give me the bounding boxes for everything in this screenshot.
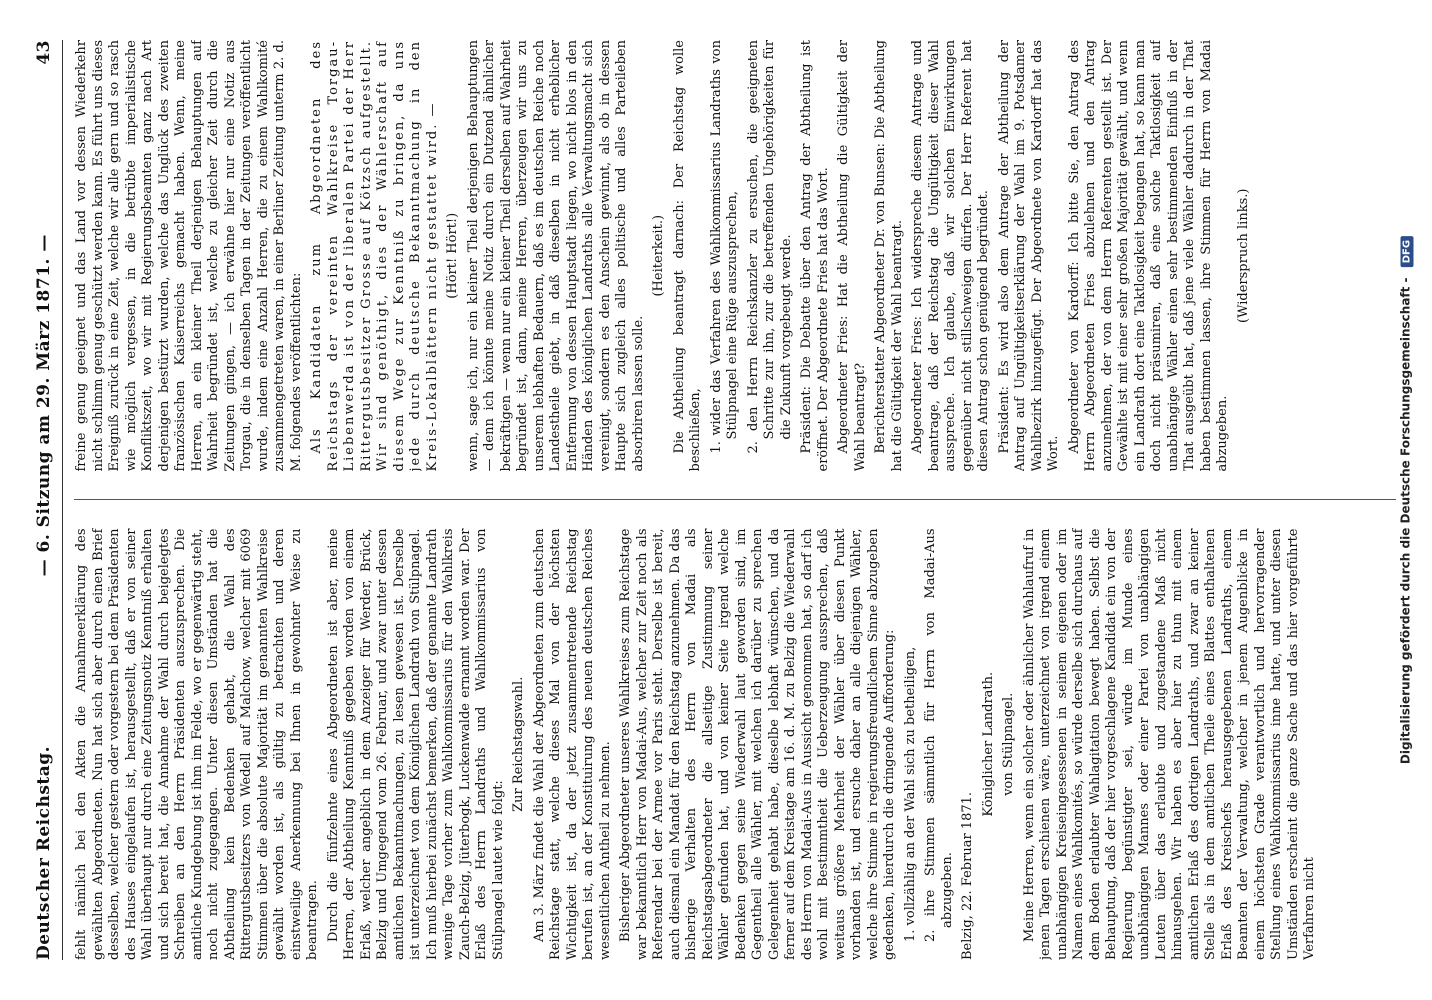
rotated-page (16, 20, 1416, 980)
paragraph: fehlt nämlich bei den Akten die Annahmeerklärung des gewählten Abgeordneten. Nun hat sich aber durch einen Brief desselben, welcher gestern oder vorgestern bei dem Präsidenten des Hauses eingelaufen ist, herausgestellt, daß er von seiner Wahl überhaupt nur durch eine Zeitungsnotiz Kenntniß erhalten und sich bereit hat, die Annahme der Wahl durch beigelegtes Schreiben an den Herrn Präsidenten auszusprechen. Die amtliche Kundgebung ist ihm im Felde, wo er gegenwärtig steht, noch nicht zugegangen. Unter diesen Umständen hat die Abtheilung kein Bedenken gehabt, die Wahl des Rittergutsbesitzers von Wedell auf Malchow, welcher mit 6069 Stimmen über die absolute Majorität im genannten Wahlkreise gewählt worden ist, als gültig zu betrachten und deren einstweilige Anerkennung bei Ihnen in gewohnter Weise zu beantragen. (74, 528, 320, 960)
speaker-paragraph: Abgeordneter von Kardorff: Ich bitte Sie, den Antrag des Herrn Abgeordneten Fries abzulehnen und den Antrag anzunehmen, der von dem Herrn Referenten gestellt ist. Der Gewählte ist mit einer sehr großen Majorität gewählt, und wenn ein Landrath dort eine Taktlosigkeit begangen hat, so kann man doch nicht präsumiren, daß eine solche Taktlosigkeit auf unabhängige Wähler einen sehr bestimmenden Einfluß in der That ausgeübt hat, daß jene viele Wähler dadurch in der That haben bestimmen lassen, ihre Stimmen für Herrn von Madai abzugeben. (1066, 40, 1230, 472)
dfg-logo: DFG (1401, 236, 1414, 267)
paragraph: Bisheriger Abgeordneter unseres Wahlkreises zum Reichstage war bekanntlich Herr von Madai-Aus, welcher zur Zeit noch als Referendar bei der Armee vor Paris steht. Derselbe ist bereit, auch diesmal ein Mandat für den Reichstag anzunehmen. Da das bisherige Verhalten des Herrn von Madai als Reichstagsabgeordneter die allseitige Zustimmung seiner Wähler gefunden hat, und von keiner Seite irgend welche Bedenken gegen seine Wiederwahl laut geworden sind, im Gegentheil alle Wähler, mit welchen ich darüber zu sprechen Gelegenheit gehabt habe, dieselbe lebhaft wünschen, und da ferner auf dem Kreistage am 16. d. M. zu Belzig die Wiederwahl des Herrn von Madai-Aus in Aussicht genommen hat, so darf ich wohl mit Bestimmtheit die Ueberzeugung aussprechen, daß weitaus größere Mehrheit der Wähler über diesen Punkt vorhanden ist, und ersuche daher an alle diejenigen Wähler, welche ihre Stimme in regierungsfreundlichem Sinne abzugeben gedenken, hierdurch die dringende Aufforderung: (618, 528, 897, 960)
list-item: 1. wider das Verfahren des Wahlkommissarius Landraths von Stülpnagel eine Rüge auszusprechen, (708, 40, 740, 454)
quoted-notice: Als Kandidaten zum Abgeordneten des Reichstags der vereinten Wahlkreise Torgau-Liebenwerda ist von der liberalen Partei der Herr Rittergutsbesitzer Grosse auf Kötzsch aufgestellt. Wir sind genöthigt, dies der Wählerschaft auf diesem Wege zur Kenntniß zu bringen, da uns jede durch deutsche Bekanntmachung in den Kreis-Lokalblättern nicht gestattet wird. — (309, 40, 440, 472)
running-head (30, 40, 58, 960)
header-center: — 6. Sitzung am 29. März 1871. — (34, 234, 54, 577)
speaker-paragraph: Präsident: Es wird also dem Antrage der Abtheilung der Antrag auf Ungültigkeitserklärung der Wahl im 9. Potsdamer Wahlbezirk hinzugefügt. Der Abgeordnete von Kardorff hat das Wort. (996, 40, 1061, 472)
signature-title: Königlicher Landrath. (980, 671, 996, 817)
list-item: 2. den Herrn Reichskanzler zu ersuchen, die geeigneten Schritte zur ihn, zur die betreffenden Ungehörigkeiten für die Zukunft vorgebeugt werde. (745, 40, 794, 454)
paragraph: Meine Herren, wenn ein solcher oder ähnlicher Wahlaufruf in jenen Tagen erschienen wäre, unterzeichnet von irgend einem unabhängigen Kreiseingesessenen in seinem eigenen oder im Namen eines Wahlkomités, so würde derselbe sich durchaus auf dem Boden erlaubter Wahlagitation bewegt haben. Selbst die Behauptung, daß der hier vorgeschlagene Kandidat ein von der Regierung begünstigter sei, würde im Munde eines unabhängigen Mannes oder einer Partei von unabhängigen Leuten über das erlaubte und zugestandene Maß nicht hinausgehen. Wir haben es aber hier zu thun mit einem amtlichen Erlaß des dortigen Landraths, und zwar an keiner Stelle als in dem amtlichen Theile eines Blattes enthaltenen Erlaß des Kreischefs herausgegebenen Landraths, einem Beamten der Verwaltung, welcher in jenem Augenblicke in einem höchsten Grade verantwortlich und hervorragender Stellung eines Wahlkommissarius inne hatte, und unter diesen Umständen erscheint die ganze Sache und das hier vorgeführte Verfahren nicht (1021, 528, 1317, 960)
speaker-paragraph: Abgeordneter Fries: Ich widerspreche diesem Antrage und beantrage, daß der Reichstag die Ungültigkeit dieser Wahl ausspreche. Ich glaube, daß wir solchen Einwirkungen gegenüber nicht stillschweigen dürfen. Der Herr Referent hat diesen Antrag schon genügend begründet. (910, 40, 991, 472)
paragraph: Die Abtheilung beantragt darnach: Der Reichstag wolle beschließen, (671, 40, 703, 472)
list-item: 1. vollzählig an der Wahl sich zu betheiligen, (902, 646, 918, 942)
header-rule (62, 40, 63, 960)
signature-name: von Stülpnagel. (1001, 692, 1016, 796)
interjection: (Heiterkeit.) (651, 214, 666, 297)
text-columns (74, 40, 1396, 960)
list-item: 2. ihre Stimmen sämmtlich für Herrn von Madai-Aus abzugeben. (923, 528, 955, 942)
column-right (74, 40, 1396, 472)
interjection: (Hört! Hört!) (445, 212, 460, 299)
interjection: (Widerspruch links.) (1235, 188, 1251, 323)
paragraph: Am 3. März findet die Wahl der Abgeordneten zum deutschen Reichstage statt, welche dieses Mal von der höchsten Wichtigkeit ist, da der jetzt zusammentretende Reichstag berufen ist, an der Konstituirung des neuen deutschen Reiches wesentlichen Antheil zu nehmen. (531, 528, 613, 960)
paragraph: wenn, sage ich, nur ein kleiner Theil derjenigen Behauptungen — denn ich könnte meine Notiz durch ein Dutzend ähnlicher bekräftigen — wenn nur ein kleiner Theil derselben auf Wahrheit begründet ist, dann, meine Herren, überzeugen wir uns zu unserem lebhaften Bedauern, daß es im deutschen Reiche noch Landestheile giebt, in daß dieselben in nicht erheblicher Entfernung von dessen Hauptstadt liegen, wo nicht blos in den Händen des königlichen Landraths alle Verwaltungsmacht sich vereinigt, sondern es den Anschein gewinnt, als ob in dessen Haupte sich zugleich alles politische und alles Parteileben absorbiren lassen solle. (465, 40, 646, 472)
column-left (74, 529, 1396, 961)
paragraph: Durch die fünfzehnte eines Abgeordneten ist aber, meine Herren, der Abtheilung Kenntniß gegeben worden von einem Erlaß, welcher angeblich in dem Anzeiger für Werder, Brück, Belzig und Umgegend vom 26. Februar, und zwar unter dessen amtlichen Bekanntmachungen, zu lesen gewesen ist. Derselbe ist unterzeichnet von dem Königlichen Landrath von Stülpnagel. Ich muß hierbei zunächst bemerken, daß der genannte Landrath wenige Tage vorher zum Wahlkommissarius für den Wahlkreis Zauch-Belzig, Jüterbogk, Luckenwalde ernannt worden war. Der Erlaß des Herrn Landraths und Wahlkommissarius von Stülpnagel lautet wie folgt: (325, 528, 506, 960)
header-left: Deutscher Reichstag. (34, 745, 54, 960)
digitization-note (1399, 236, 1414, 764)
section-heading: Zur Reichstagswahl. (511, 676, 526, 812)
column-divider (74, 500, 1396, 501)
dateline: Belzig, 22. Februar 1871. (960, 791, 975, 960)
speaker-paragraph: Berichterstatter Abgeordneter Dr. von Bunsen: Die Abtheilung hat die Gültigkeit der Wahl beantragt. (873, 40, 905, 472)
speaker-paragraph: Präsident: Die Debatte über den Antrag der Abtheilung ist eröffnet. Der Abgeordnete Fries hat das Wort. (799, 40, 831, 472)
page-number: 43 (34, 40, 54, 65)
speaker-paragraph: Abgeordneter Fries: Hat die Abtheilung die Gültigkeit der Wahl beantragt? (836, 40, 868, 472)
paragraph: freine genug geeignet und das Land vor dessen Wiederkehr nicht schlimm genug geschützt werden kann. Es führt uns dieses Ereigniß zurück in eine Zeit, welche wir alle gern und so rasch wie möglich vergessen, in die betrübte imperialistische Konfliktszeit, wo wir mit Regierungsbeamten ganz nach Art derjenigen bestürzt wurden, welche das Unglück des zweiten französischen Kaiserreichs gemacht haben. Wenn, meine Herren, an ein kleiner Theil derjenigen Behauptungen auf Wahrheit begründet ist, welche zu gleicher Zeit durch die Zeitungen gingen, — ich erwähne hier nur eine Notiz aus Torgau, die in denselben Tagen in der Zeitungen veröffentlicht wurde, indem eine Anzahl Herren, die zu einem Wahlkomité zusammengetreten waren, in einer Berliner Zeitung unterm 2. d. M. folgendes veröffentlichten: (74, 40, 304, 472)
digitization-text: Digitalisierung gefördert durch die Deutsche Forschungsgemeinschaft - (1398, 277, 1413, 765)
